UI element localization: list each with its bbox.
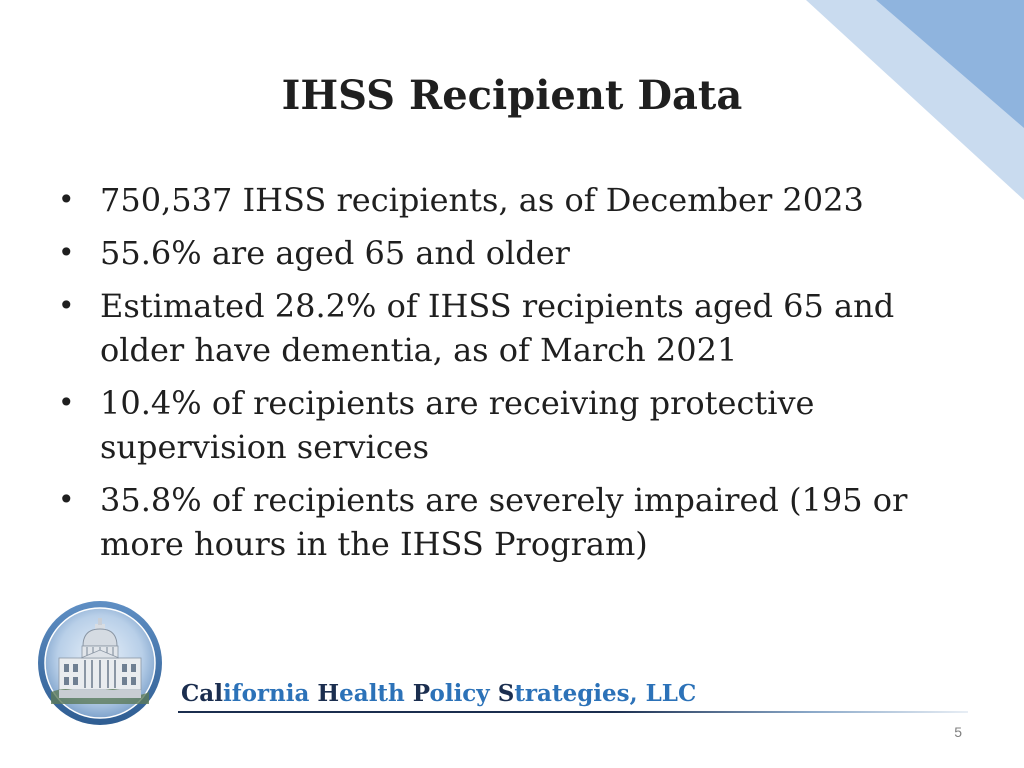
company-name-part: P <box>412 680 430 707</box>
company-name-part: trategies, LLC <box>514 680 697 707</box>
company-name <box>181 678 696 710</box>
company-name-part: olicy <box>429 680 498 707</box>
bullet-icon: • <box>58 386 75 419</box>
bullet-text: 750,537 IHSS recipients, as of December 2023 <box>100 181 864 219</box>
slide-title: IHSS Recipient Data <box>281 72 743 119</box>
company-name-part: S <box>497 680 515 707</box>
list-item <box>58 381 978 469</box>
bullet-text: 35.8% of recipients are severely impaired (195 or more hours in the IHSS Program) <box>100 481 908 563</box>
bullet-icon: • <box>58 183 75 216</box>
bullet-text: Estimated 28.2% of IHSS recipients aged 65 and older have dementia, as of March 2021 <box>100 287 895 369</box>
footer-divider <box>178 711 968 713</box>
bullet-text: 10.4% of recipients are receiving protective supervision services <box>100 384 815 466</box>
company-name-part: Cal <box>181 680 223 707</box>
company-name-part: H <box>317 680 340 707</box>
company-name-part: ifornia <box>222 680 318 707</box>
bullet-text: 55.6% are aged 65 and older <box>100 234 570 272</box>
list-item <box>58 284 978 372</box>
bullet-list <box>58 178 978 575</box>
company-name-part: ealth <box>339 680 413 707</box>
list-item <box>58 178 978 222</box>
bullet-icon: • <box>58 236 75 269</box>
list-item <box>58 231 978 275</box>
california-capitol-seal-icon <box>37 600 163 726</box>
bullet-icon: • <box>58 483 75 516</box>
page-number: 5 <box>954 724 962 740</box>
list-item <box>58 478 978 566</box>
bullet-icon: • <box>58 289 75 322</box>
